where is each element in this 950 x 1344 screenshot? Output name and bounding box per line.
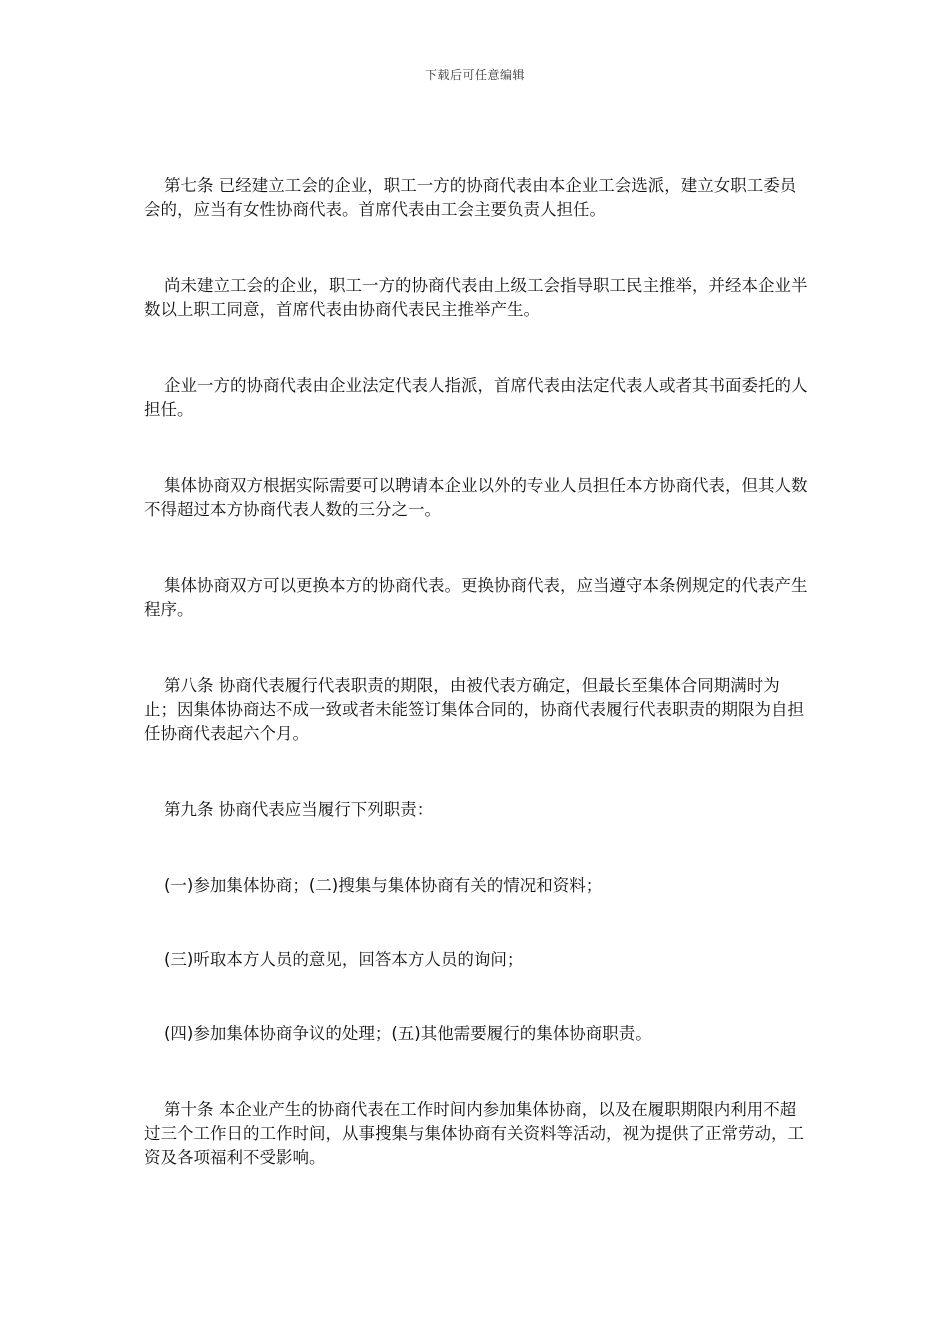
- paragraph-replace-representative: 集体协商双方可以更换本方的协商代表。更换协商代表，应当遵守本条例规定的代表产生程序。: [144, 576, 808, 619]
- paragraph-article-9: 第九条 协商代表应当履行下列职责：: [164, 800, 434, 819]
- paragraph-duties-4-5: (四)参加集体协商争议的处理；(五)其他需要履行的集体协商职责。: [164, 1024, 652, 1043]
- paragraph-duties-1-2: (一)参加集体协商；(二)搜集与集体协商有关的情况和资料；: [164, 876, 603, 895]
- paragraph-article-8: 第八条 协商代表履行代表职责的期限，由被代表方确定，但最长至集体合同期满时为止；因集体协商达不成一致或者未能签订集体合同的，协商代表履行代表职责的期限为自担任协商代表起六个月。: [144, 676, 804, 743]
- paragraph-duties-3: (三)听取本方人员的意见，回答本方人员的询问；: [164, 950, 524, 969]
- paragraph-article-10: 第十条 本企业产生的协商代表在工作时间内参加集体协商，以及在履职期限内利用不超过三个工作日的工作时间，从事搜集与集体协商有关资料等活动，视为提供了正常劳动，工资及各项福利不受影响。: [144, 1100, 804, 1167]
- paragraph-no-union: 尚未建立工会的企业，职工一方的协商代表由上级工会指导职工民主推举，并经本企业半数以上职工同意，首席代表由协商代表民主推举产生。: [144, 276, 808, 319]
- paragraph-external-experts: 集体协商双方根据实际需要可以聘请本企业以外的专业人员担任本方协商代表，但其人数不得超过本方协商代表人数的三分之一。: [144, 476, 808, 519]
- page-header: 下载后可任意编辑: [424, 68, 525, 82]
- paragraph-enterprise-side: 企业一方的协商代表由企业法定代表人指派，首席代表由法定代表人或者其书面委托的人担任。: [144, 376, 808, 419]
- paragraph-article-7: 第七条 已经建立工会的企业，职工一方的协商代表由本企业工会选派，建立女职工委员会的，应当有女性协商代表。首席代表由工会主要负责人担任。: [144, 176, 797, 219]
